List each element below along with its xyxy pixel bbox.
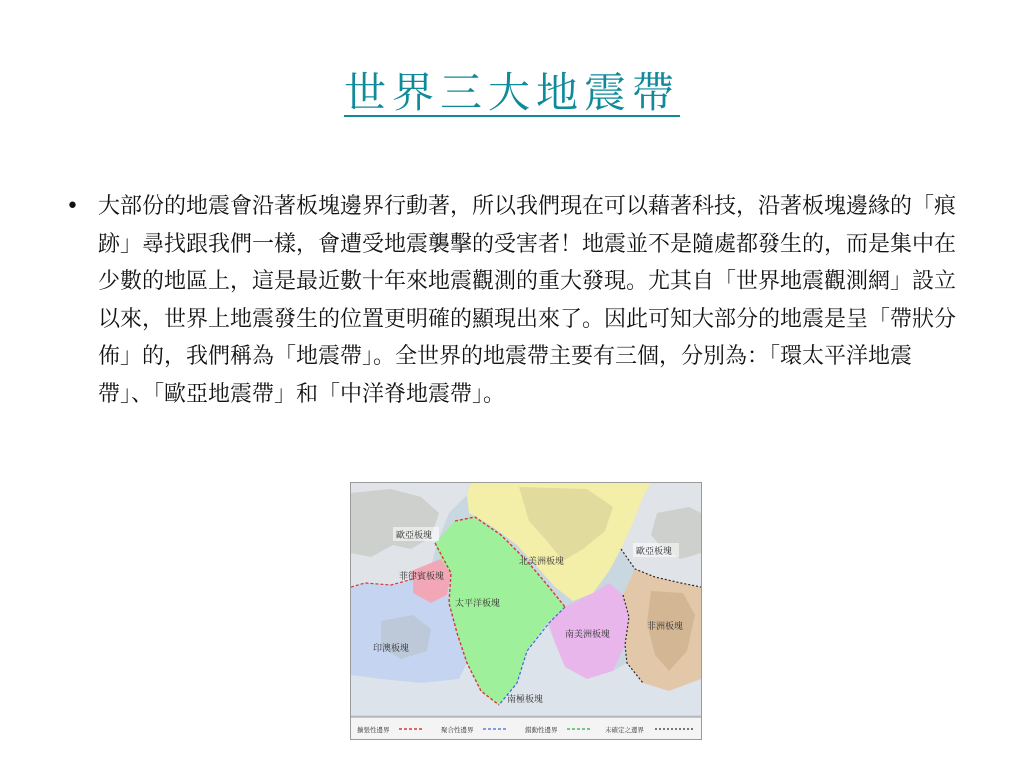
- legend-item-3-label: 錯動性邊界: [525, 726, 558, 734]
- body-paragraph: 大部份的地震會沿著板塊邊界行動著，所以我們現在可以藉著科技，沿著板塊邊緣的「痕跡」尋找跟我們一樣，會遭受地震襲擊的受害者！地震並不是隨處都發生的，而是集中在少數的地區上，這是最近數十年來地震觀測的重大發現。尤其自「世界地震觀測網」設立以來，世界上地震發生的位置更明確的顯現出來了。因此可知大部分的地震是呈「帶狀分佈」的，我們稱為「地震帶」。全世界的地震帶主要有三個，分別為：「環太平洋地震帶」、「歐亞地震帶」和「中洋脊地震帶」。: [98, 194, 957, 407]
- slide-title: 世界三大地震帶: [343, 68, 680, 117]
- label-african-plate: 非洲板塊: [647, 622, 684, 632]
- label-pacific-plate: 太平洋板塊: [455, 599, 501, 609]
- legend-item-2-label: 聚合性邊界: [441, 726, 474, 734]
- label-eurasian-plate-east: 歐亞板塊: [636, 547, 673, 557]
- label-indo-australian-plate: 印澳板塊: [373, 644, 410, 654]
- label-antarctic-plate: 南極板塊: [507, 695, 544, 705]
- plate-map-svg: [351, 483, 701, 739]
- legend-item-1-label: 擴張性邊界: [357, 726, 390, 734]
- bullet-marker: •: [66, 194, 79, 219]
- legend-item-4-label: 未確定之邊界: [605, 726, 644, 734]
- label-south-american-plate: 南美洲板塊: [565, 630, 611, 640]
- plate-map: [350, 482, 702, 740]
- label-philippine-plate: 菲律賓板塊: [399, 572, 445, 582]
- label-north-american-plate: 北美洲板塊: [519, 557, 565, 567]
- label-eurasian-plate-west: 歐亞板塊: [396, 531, 433, 541]
